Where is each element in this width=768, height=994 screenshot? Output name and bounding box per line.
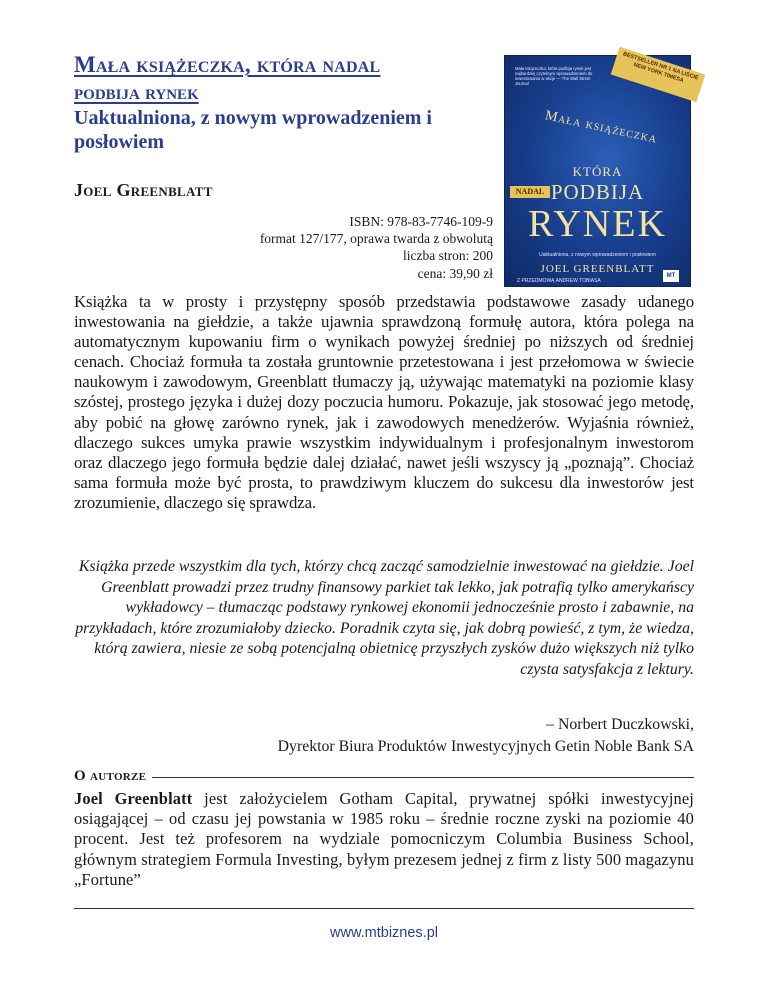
format: format 127/177, oprawa twarda z obwolutą [259,231,493,247]
cover-subtitle: Uaktualniona, z nowym wprowadzeniem i posłowiem [539,252,656,258]
about-author-header [74,765,694,787]
quote-attribution [74,714,694,757]
book-subtitle: Uaktualniona, z nowym wprowadzeniem i posłowiem [74,107,432,153]
cover-blurb: Mała książeczka, która podbija rynek jest najbardziej czytelnym wprowadzeniem do inwestowania w akcje — The Wall Street Journal [515,66,593,86]
author-name: Joel Greenblatt [74,180,213,200]
about-author-bio: jest założycielem Gotham Capital, prywatnej spółki inwestycyjnej osiągającej – od czasu jej powstania w 1985 roku – średnie roczne zyski na poziomie 40 procent. Jest też profesorem na wydziale pomocniczym Columbia Business School, głównym strategiem Formula Investing, byłym prezesem jednej z firm z listy 500 magazynu „Fortune” [74,789,694,889]
price: cena: 39,90 zł [417,265,493,281]
website-link[interactable]: www.mtbiznes.pl [330,925,438,941]
about-author-text [74,789,694,890]
book-title: Mała książeczka, która nadal [74,52,381,77]
cover-podbija: PODBIJA [550,180,645,204]
review-quote: Książka przede wszystkim dla tych, którzy chcą zacząć samodzielnie inwestować na giełdzie. Joel Greenblatt prowadzi przez trudny finansowy parkiet tak lekko, jak potrafią tylko amerykańscy wykładowcy – tłumacząc podstawy rynkowej ekonomii jednocześnie prosto i zabawnie, na przykładach, które zrozumiałoby dziecko. Poradnik czyta się, jak dobrą powieść, z tym, że wiedza, którą zawiera, niesie ze sobą potencjalną obietnicę przyszłych zysków dużo większych niż tylko czysta satysfakcja z lektury. [75,558,694,678]
cover-nadal-tag: NADAL [510,186,550,198]
quote-author-role: Dyrektor Biura Produktów Inwestycyjnych Getin Noble Bank SA [277,737,694,755]
isbn: ISBN: 978-83-7746-109-9 [349,214,493,229]
book-cover-image [505,51,700,286]
cover-arc-title: Mała książeczka [543,108,659,147]
heading-rule [152,777,694,778]
cover-ktora: KTÓRA [572,164,623,179]
cover-author: JOEL GREENBLATT [540,263,655,275]
about-author-heading: O autorze [74,767,147,784]
page-count: liczba stron: 200 [403,248,493,264]
cover-rynek: RYNEK [528,203,667,245]
quote-author: – Norbert Duczkowski, [546,716,694,733]
footer-divider [74,908,694,909]
cover-preface: Z PRZEDMOWĄ ANDREW TOBIASA [517,278,601,284]
about-author-name: Joel Greenblatt [74,789,193,808]
cover-bestseller-badge: BESTSELLER NR 1 NA LIŚCIE NEW YORK TIMESA [611,47,706,102]
publisher-logo: MT [663,270,679,282]
book-title-continued: podbija rynek [74,80,199,104]
book-description: Książka ta w prosty i przystępny sposób przedstawia podstawowe zasady udanego inwestowania na giełdzie, a także ujawnia sprawdzoną formułę autora, która polega na automatycznym kupowaniu firm o wynikach powyżej średniej po niższych od średniej cenach. Chociaż formuła ta została gruntownie przetestowana i jest przełomowa w świecie naukowym i zawodowym, Greenblatt tłumaczy ją, używając matematyki na poziomie klasy szóstej, prostego języka i dużej dozy poczucia humoru. Pokazuje, jak stosować jego metodę, aby pobić na głowę zarówno rynek, jak i zawodowych menedżerów. Wyjaśnia również, dlaczego sukces umyka prawie wszystkim indywidualnym i profesjonalnym inwestorom oraz dlaczego jego formuła będzie dalej działać, nawet jeśli wszyscy ją „poznają”. Chociaż sama formuła może być prosta, to prawdziwym kluczem do sukcesu dla inwestorów jest zrozumienie, dlaczego się sprawdza. [74,292,694,512]
book-meta [150,213,493,282]
